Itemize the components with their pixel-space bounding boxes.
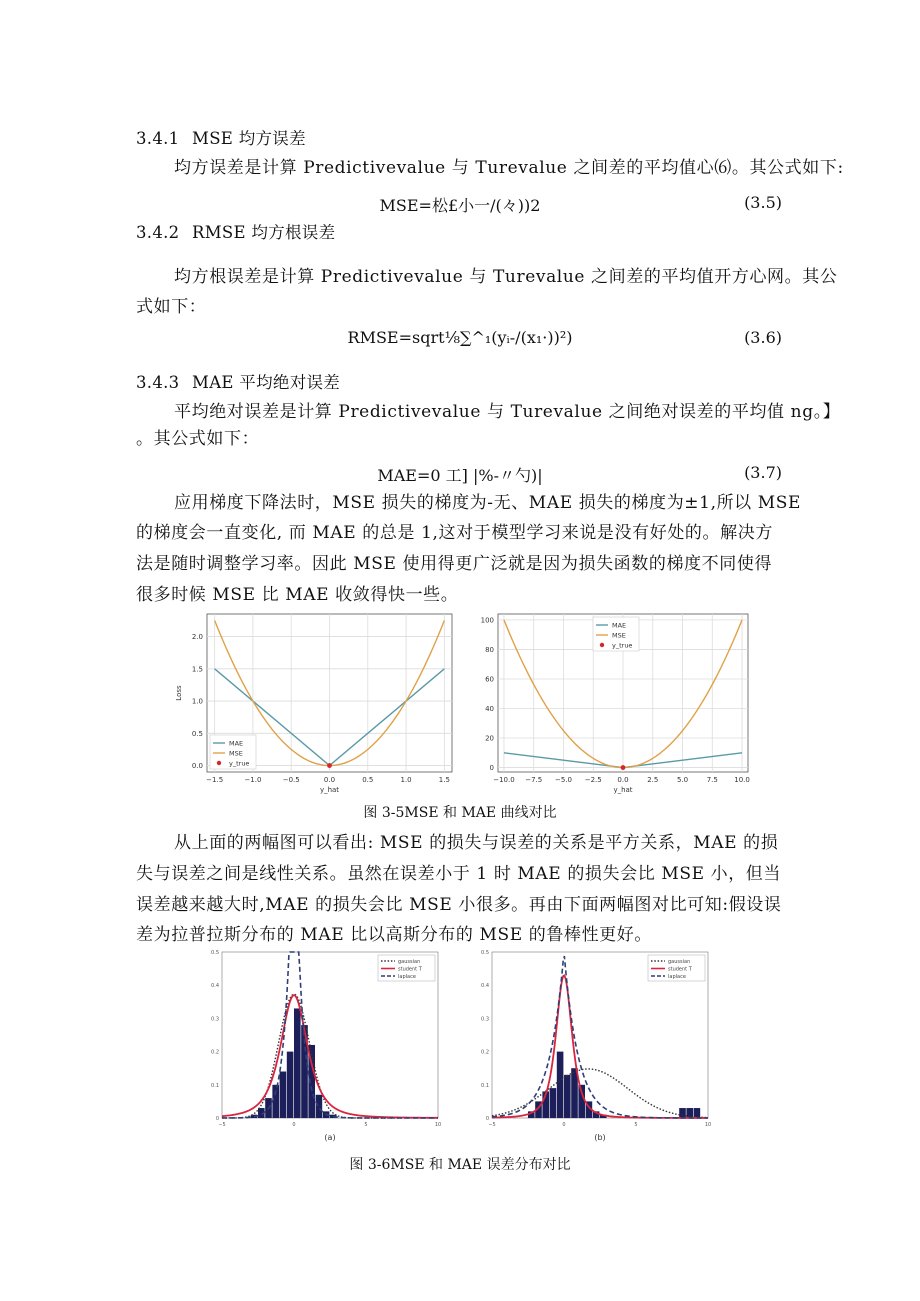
x-tick-label: 10.0 xyxy=(734,776,750,784)
y-tick-label: 100 xyxy=(480,616,494,625)
y-tick-label: 40 xyxy=(485,705,494,714)
section-heading-3-4-3 xyxy=(136,369,340,393)
figure-caption-3-5: 图 3-5MSE 和 MAE 曲线对比 xyxy=(363,805,557,821)
x-tick-label: −0.5 xyxy=(282,776,300,784)
chart-distribution-b xyxy=(470,946,720,1151)
legend-label: y_true xyxy=(229,759,250,768)
y-tick-label: 0.3 xyxy=(211,1016,219,1023)
x-tick-label: −7.5 xyxy=(525,776,543,784)
x-tick-label: 5 xyxy=(634,1122,638,1128)
y-tick-label: 60 xyxy=(485,675,494,684)
equation-number-3-6: (3.6) xyxy=(744,328,782,347)
y-tick-label: 0 xyxy=(489,764,494,773)
histogram-bar xyxy=(679,1108,686,1118)
legend-label: student T xyxy=(398,966,422,973)
y-tick-label: 0.3 xyxy=(481,1016,489,1023)
x-tick-label: −5.0 xyxy=(554,776,572,784)
section-title: MSE 均方误差 xyxy=(192,129,306,148)
y-axis-label: Loss xyxy=(175,685,183,701)
y-tick-label: 0.5 xyxy=(211,950,219,956)
y-tick-label: 0 xyxy=(485,1116,489,1122)
legend-label: laplace xyxy=(668,974,686,980)
paragraph-rmse-intro-line2: 式如下： xyxy=(136,297,207,317)
legend-label: MAE xyxy=(612,621,627,630)
equation-3-6: RMSE=sqrt⅛∑^₁(yᵢ-/(x₁·))²) xyxy=(347,328,573,347)
section-heading-3-4-2 xyxy=(136,219,335,243)
legend-label: MSE xyxy=(612,631,626,640)
y-tick-label: 0.4 xyxy=(211,983,219,990)
x-tick-label: −1.0 xyxy=(244,776,262,784)
paragraph-mse-intro: 均方误差是计算 Predictivevalue 与 Turevalue 之间差的平均值心⑹。其公式如下: xyxy=(174,158,844,178)
legend-label: laplace xyxy=(398,974,416,980)
x-tick-label: 10 xyxy=(704,1122,712,1128)
legend-swatch-y-true xyxy=(217,761,221,765)
x-axis-label: y_hat xyxy=(319,786,340,794)
histogram-bar xyxy=(564,1075,571,1118)
x-tick-label: −2.5 xyxy=(584,776,602,784)
legend-label: gaussian xyxy=(668,959,691,965)
x-tick-label: 5.0 xyxy=(676,776,689,784)
legend-label: student T xyxy=(668,966,692,973)
y-tick-label: 2.0 xyxy=(191,633,203,642)
section-title: RMSE 均方根误差 xyxy=(192,223,336,242)
subfigure-label: (b) xyxy=(594,1133,606,1142)
x-tick-label: 0.0 xyxy=(323,776,336,784)
y-tick-label: 0.4 xyxy=(481,983,489,990)
series-point-y-true xyxy=(621,765,626,770)
x-tick-label: 0 xyxy=(562,1122,566,1128)
figure-caption-3-6: 图 3-6MSE 和 MAE 误差分布对比 xyxy=(349,1157,571,1173)
section-number: 3.4.2 xyxy=(136,223,180,242)
histogram-bar xyxy=(316,1095,323,1118)
chart-mse-mae-large-range xyxy=(470,606,760,802)
x-tick-label: 0 xyxy=(292,1122,296,1128)
y-tick-label: 0 xyxy=(215,1116,219,1122)
equation-3-7: MAE=0 工] |%-〃勺)| xyxy=(377,466,543,485)
subfigure-label: (a) xyxy=(324,1133,336,1142)
x-tick-label: 1.0 xyxy=(400,776,412,784)
chart-distribution-a xyxy=(200,946,450,1151)
legend-label: gaussian xyxy=(398,959,421,965)
paragraph-comparison-line2: 失与误差之间是线性关系。虽然在误差小于 1 时 MAE 的损失会比 MSE 小，但当 xyxy=(136,864,781,884)
histogram-bar xyxy=(280,1072,287,1118)
paragraph-gradient-line4: 很多时候 MSE 比 MAE 收敛得快一些。 xyxy=(136,585,459,605)
section-number: 3.4.3 xyxy=(136,373,180,392)
y-tick-label: 0.0 xyxy=(191,762,203,771)
equation-number-3-7: (3.7) xyxy=(744,463,782,482)
paragraph-comparison-line1: 从上面的两幅图可以看出: MSE 的损失与误差的关系是平方关系，MAE 的损 xyxy=(174,833,779,853)
paragraph-rmse-intro-line1: 均方根误差是计算 Predictivevalue 与 Turevalue 之间差的平均值开方心网。其公 xyxy=(174,267,838,287)
paragraph-gradient-line3: 法是随时调整学习率。因此 MSE 使用得更广泛就是因为损失函数的梯度不同使得 xyxy=(136,554,773,574)
legend-label: y_true xyxy=(612,641,633,650)
y-tick-label: 0.5 xyxy=(191,729,203,738)
legend-swatch-y-true xyxy=(600,643,604,647)
y-tick-label: 1.5 xyxy=(191,665,203,674)
y-tick-label: 0.2 xyxy=(481,1049,489,1056)
x-tick-label: 10 xyxy=(434,1122,442,1128)
x-tick-label: 1.5 xyxy=(438,776,450,784)
paragraph-gradient-line1: 应用梯度下降法时，MSE 损失的梯度为-无、MAE 损失的梯度为±1,所以 MSE xyxy=(174,493,802,513)
paragraph-comparison-line3: 误差越来越大时,MAE 的损失会比 MSE 小很多。再由下面两幅图对比可知:假设误 xyxy=(136,895,782,915)
equation-number-3-5: (3.5) xyxy=(744,193,782,212)
paragraph-comparison-line4: 差为拉普拉斯分布的 MAE 比以高斯分布的 MSE 的鲁棒性更好。 xyxy=(136,925,652,945)
x-tick-label: 2.5 xyxy=(647,776,659,784)
y-tick-label: 0.1 xyxy=(481,1082,489,1089)
histogram-bar xyxy=(550,1088,557,1118)
x-tick-label: −1.5 xyxy=(206,776,224,784)
histogram-bar xyxy=(557,1052,564,1118)
x-tick-label: 7.5 xyxy=(706,776,718,784)
histogram-bar xyxy=(287,1052,294,1118)
paragraph-mae-intro-line1: 平均绝对误差是计算 Predictivevalue 与 Turevalue 之间绝对误差的平均值 ng。】 xyxy=(174,402,841,422)
y-tick-label: 0.5 xyxy=(481,950,489,956)
x-tick-label: 0.5 xyxy=(362,776,374,784)
x-tick-label: −5 xyxy=(488,1122,496,1128)
x-tick-label: 5 xyxy=(364,1122,368,1128)
y-tick-label: 80 xyxy=(485,645,494,654)
paragraph-mae-intro-line2: 。其公式如下： xyxy=(136,429,260,449)
y-tick-label: 0.1 xyxy=(211,1082,219,1089)
histogram-bar xyxy=(294,1008,301,1118)
y-tick-label: 0.2 xyxy=(211,1049,219,1056)
section-title: MAE 平均绝对误差 xyxy=(192,373,341,392)
y-tick-label: 20 xyxy=(485,734,494,743)
section-number: 3.4.1 xyxy=(136,129,180,148)
legend-label: MSE xyxy=(229,749,243,758)
chart-mse-mae-small-range xyxy=(170,606,470,802)
x-tick-label: −10.0 xyxy=(493,776,515,784)
x-tick-label: 0.0 xyxy=(617,776,629,784)
equation-3-5: MSE=松£小一/(々))2 xyxy=(379,196,541,215)
section-heading-3-4-1 xyxy=(136,125,306,149)
x-axis-label: y_hat xyxy=(613,786,633,794)
legend-label: MAE xyxy=(229,739,244,748)
y-tick-label: 1.0 xyxy=(191,697,203,706)
paragraph-gradient-line2: 的梯度会一直变化, 而 MAE 的总是 1,这对于模型学习来说是没有好处的。解决方 xyxy=(136,523,773,543)
series-point-y-true xyxy=(327,763,332,768)
histogram-bar xyxy=(272,1085,279,1118)
x-tick-label: −5 xyxy=(218,1122,226,1128)
